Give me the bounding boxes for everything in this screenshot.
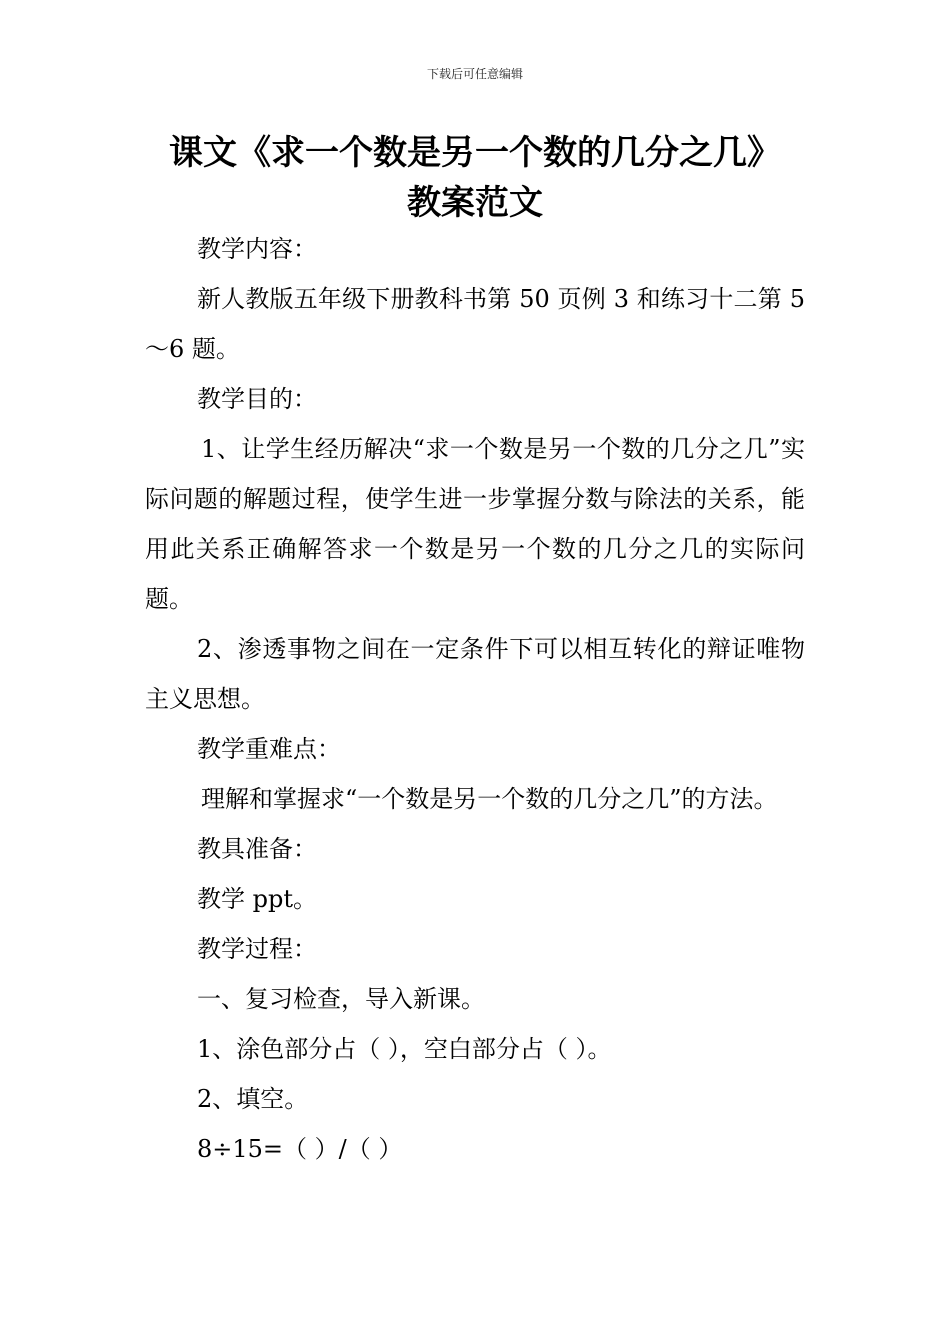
header-note: 下载后可任意编辑 xyxy=(426,67,523,81)
paragraph: 1、让学生经历解决“求一个数是另一个数的几分之几”实际问题的解题过程，使学生进一步掌握分数与除法的关系，能用此关系正确解答求一个数是另一个数的几分之几的实际问题。 xyxy=(145,435,805,613)
document-body xyxy=(145,224,805,1174)
paragraph: 2、填空。 xyxy=(197,1085,309,1113)
paragraph: 教学过程： xyxy=(197,935,317,963)
paragraph: 8÷15=（ ）/（ ） xyxy=(197,1135,403,1163)
title-line-1: 课文《求一个数是另一个数的几分之几》 xyxy=(169,133,781,173)
paragraph: 教学内容： xyxy=(197,235,317,263)
paragraph: 新人教版五年级下册教科书第 50 页例 3 和练习十二第 5～6 题。 xyxy=(145,285,805,363)
paragraph: 教学重难点： xyxy=(197,735,341,763)
title-line-2: 教案范文 xyxy=(407,183,543,223)
paragraph: 一、复习检查，导入新课。 xyxy=(197,985,485,1013)
paragraph: 1、涂色部分占（ ），空白部分占（ ）。 xyxy=(197,1035,612,1063)
paragraph: 2、渗透事物之间在一定条件下可以相互转化的辩证唯物主义思想。 xyxy=(145,635,805,713)
paragraph: 教具准备： xyxy=(197,835,317,863)
paragraph: 理解和掌握求“一个数是另一个数的几分之几”的方法。 xyxy=(201,785,778,813)
paragraph: 教学目的： xyxy=(197,385,317,413)
document-title xyxy=(145,128,805,228)
paragraph: 教学 ppt。 xyxy=(197,885,317,913)
